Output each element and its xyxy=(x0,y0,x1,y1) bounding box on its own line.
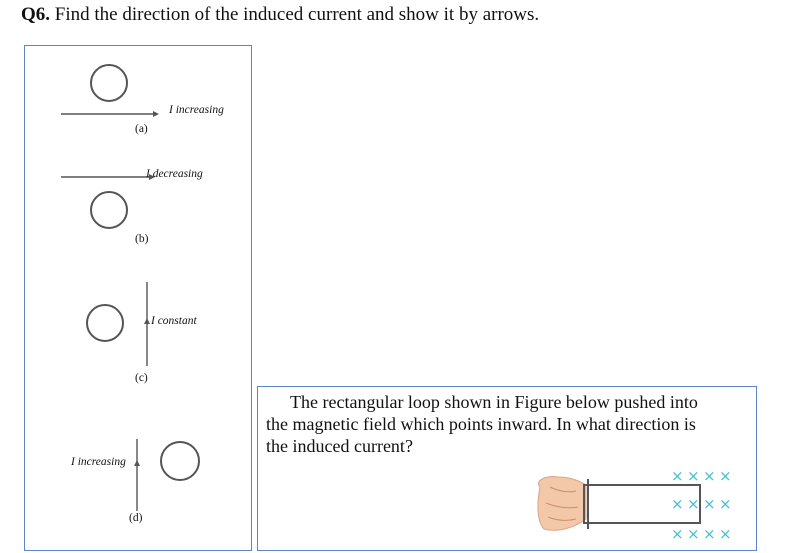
figure-label-b: (b) xyxy=(135,233,149,245)
field-x: × xyxy=(687,467,700,485)
question-text: Find the direction of the induced current and show it by arrows. xyxy=(54,4,540,25)
current-label-b: I decreasing xyxy=(146,168,203,180)
field-x: × xyxy=(671,525,684,543)
current-arrow-d xyxy=(134,460,140,466)
question-title xyxy=(21,4,539,26)
current-arrow-c xyxy=(144,318,150,324)
question-number: Q6. xyxy=(21,4,51,25)
problem-text-line1: The rectangular loop shown in Figure below pushed into xyxy=(290,392,698,412)
problem-text-line2: the magnetic field which points inward. In what direction is xyxy=(266,414,696,434)
figure-label-a: (a) xyxy=(135,123,148,135)
field-x: × xyxy=(671,467,684,485)
field-x: × xyxy=(703,525,716,543)
loop-c xyxy=(87,305,123,341)
figure-label-d: (d) xyxy=(129,512,143,524)
loop-a xyxy=(91,65,127,101)
hand-illustration xyxy=(538,477,586,531)
field-x: × xyxy=(703,495,716,513)
field-x: × xyxy=(671,495,684,513)
field-x: × xyxy=(719,525,732,543)
loop-d xyxy=(161,442,199,480)
current-arrow-a xyxy=(153,111,159,117)
figures-drawing xyxy=(25,46,253,552)
field-x: × xyxy=(687,525,700,543)
field-x: × xyxy=(703,467,716,485)
problem-text-line3: the induced current? xyxy=(266,436,413,456)
field-x: × xyxy=(719,495,732,513)
problem-panel xyxy=(257,386,757,551)
current-label-a: I increasing xyxy=(169,104,224,116)
figure-label-c: (c) xyxy=(135,372,148,384)
figures-panel xyxy=(24,45,252,551)
current-label-d: I increasing xyxy=(71,456,126,468)
loop-b xyxy=(91,192,127,228)
field-x: × xyxy=(687,495,700,513)
current-label-c: I constant xyxy=(151,315,197,327)
field-x: × xyxy=(719,467,732,485)
